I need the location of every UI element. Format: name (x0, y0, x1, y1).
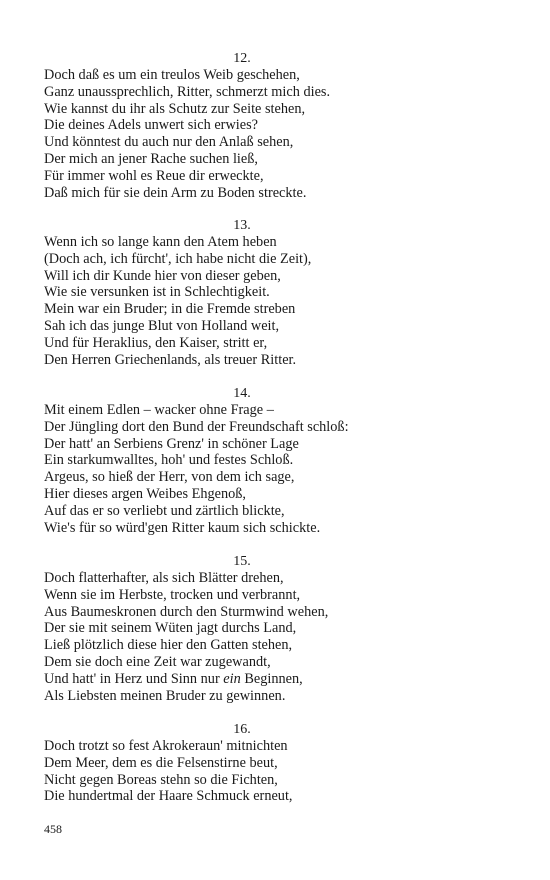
verse-line: Will ich dir Kunde hier von dieser geben, (44, 267, 281, 284)
stanza-12 (44, 50, 464, 201)
stanza-16 (44, 721, 464, 805)
stanza-number: 16. (233, 722, 251, 737)
verse-line: Wenn ich so lange kann den Atem heben (44, 234, 277, 250)
stanza-15 (44, 553, 464, 704)
page-number: 458 (44, 822, 62, 836)
verse-line (44, 671, 464, 688)
verse-line: Nicht gegen Boreas stehn so die Fichten, (44, 771, 278, 788)
verse-line: Doch flatterhafter, als sich Blätter drehen, (44, 570, 284, 586)
verse-line: Doch daß es um ein treulos Weib geschehen, (44, 67, 300, 83)
verse-line: Dem sie doch eine Zeit war zugewandt, (44, 653, 271, 670)
verse-line: Wenn sie im Herbste, trocken und verbrannt, (44, 586, 301, 603)
verse-line: Der Jüngling dort den Bund der Freundschaft schloß: (44, 418, 349, 435)
verse-line: Auf das er so verliebt und zärtlich blickte, (44, 502, 285, 519)
verse-line: Wie's für so würd'gen Ritter kaum sich schickte. (44, 519, 321, 536)
verse-emphasis: ein (223, 670, 241, 687)
verse-line: Mein war ein Bruder; in die Fremde streben (44, 301, 296, 318)
stanza-number: 14. (233, 386, 251, 401)
stanza-number: 12. (233, 51, 251, 66)
verse-line: Der hatt' an Serbiens Grenz' in schöner Lage (44, 435, 299, 452)
verse-line: (Doch ach, ich fürcht', ich habe nicht die Zeit), (44, 250, 312, 267)
verse-line: Daß mich für sie dein Arm zu Boden streckte. (44, 184, 307, 201)
verse-line: Dem Meer, dem es die Felsenstirne beut, (44, 754, 278, 771)
verse-line: Der sie mit seinem Wüten jagt durchs Land, (44, 620, 297, 637)
verse-line: Doch trotzt so fest Akrokeraun' mitnichten (44, 738, 288, 754)
stanza-13 (44, 217, 464, 368)
verse-line: Der mich an jener Rache suchen ließ, (44, 150, 258, 167)
stanza-number: 15. (233, 554, 251, 569)
verse-text: Beginnen, (240, 670, 303, 687)
verse-line: Und könntest du auch nur den Anlaß sehen, (44, 134, 294, 151)
verse-line: Wie sie versunken ist in Schlechtigkeit. (44, 284, 270, 301)
stanza-number: 13. (233, 218, 251, 233)
verse-line: Die hundertmal der Haare Schmuck erneut, (44, 788, 293, 805)
verse-line: Mit einem Edlen – wacker ohne Frage – (44, 402, 274, 418)
verse-line: Aus Baumeskronen durch den Sturmwind wehen, (44, 603, 329, 620)
verse-line: Den Herren Griechenlands, als treuer Ritter. (44, 351, 297, 368)
verse-line: Hier dieses argen Weibes Ehgenoß, (44, 485, 246, 502)
verse-line: Als Liebsten meinen Bruder zu gewinnen. (44, 687, 286, 704)
stanza-14 (44, 385, 464, 536)
verse-line: Für immer wohl es Reue dir erweckte, (44, 167, 264, 184)
verse-text: Und hatt' in Herz und Sinn nur (44, 670, 224, 687)
verse-line: Ließ plötzlich diese hier den Gatten stehen, (44, 637, 293, 654)
verse-line: Ein starkumwalltes, hoh' und festes Schloß. (44, 452, 294, 469)
verse-line: Die deines Adels unwert sich erwies? (44, 117, 258, 134)
verse-line: Ganz unaussprechlich, Ritter, schmerzt mich dies. (44, 83, 331, 100)
verse-line: Argeus, so hieß der Herr, von dem ich sage, (44, 469, 295, 486)
verse-line: Sah ich das junge Blut von Holland weit, (44, 317, 280, 334)
verse-line: Wie kannst du ihr als Schutz zur Seite stehen, (44, 100, 306, 117)
verse-line: Und für Heraklius, den Kaiser, stritt er, (44, 334, 268, 351)
